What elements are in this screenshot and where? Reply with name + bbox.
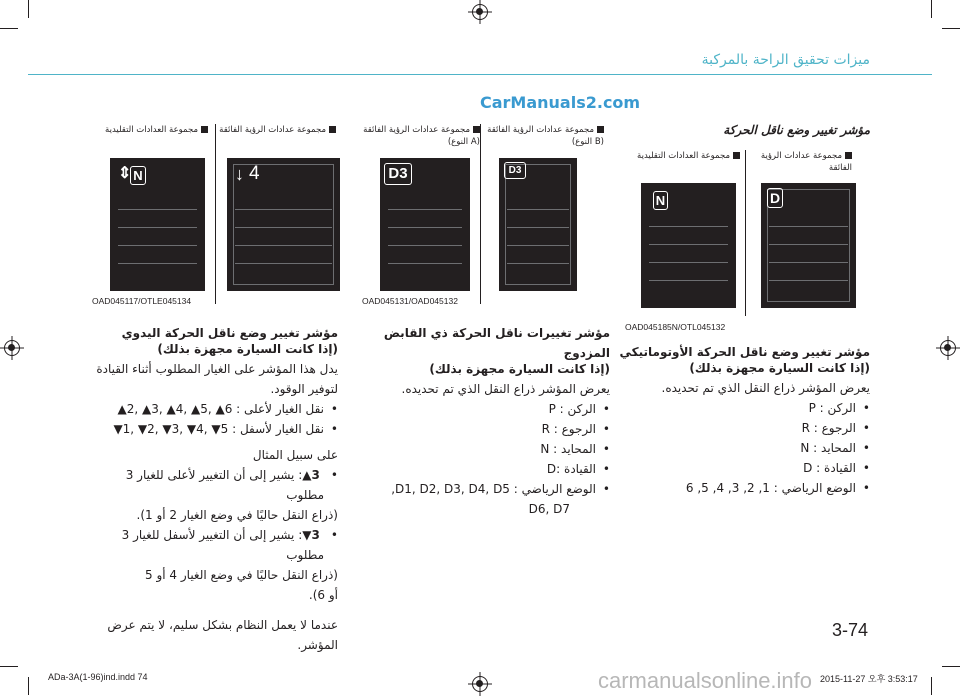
- list-item: • القيادة :D: [360, 459, 610, 479]
- section-subheading: (إذا كانت السيارة مجهزة بذلك): [157, 342, 338, 356]
- manual-shift-indicator-section: [88, 323, 338, 655]
- figure-code: OAD045117/OTLE045134: [92, 296, 192, 306]
- paragraph: أو 6).: [308, 588, 338, 602]
- section-heading: مؤشر تغييرات ناقل الحركة ذي القابض المزدوج: [383, 326, 610, 360]
- registration-mark-icon: [472, 4, 488, 20]
- cluster-screen: [380, 158, 470, 291]
- header-title: ميزات تحقيق الراحة بالمركبة: [701, 52, 870, 68]
- list-item: • الركن : P: [360, 399, 610, 419]
- gear-indicator: D3: [384, 163, 412, 185]
- paragraph: (ذراع النقل حاليًا في وضع الغيار 4 أو 5: [145, 568, 338, 582]
- note: المؤشر.: [297, 638, 338, 652]
- list-item-example: • ▼3 : يشير إلى أن التغيير لأسفل للغيار 3 مطلوب: [88, 525, 338, 565]
- cluster-screen: [499, 158, 577, 291]
- crop-mark: [942, 28, 960, 29]
- watermark: CarManuals2.com: [480, 93, 641, 112]
- list-item: • المحايد : N: [610, 438, 870, 458]
- shift-up-3-icon: ▲3: [302, 468, 324, 482]
- crop-mark: [0, 28, 18, 29]
- gear-indicator: N: [653, 191, 668, 210]
- registration-mark-icon: [940, 340, 956, 356]
- crop-mark: [28, 0, 29, 18]
- note: عندما لا يعمل النظام بشكل سليم، لا يتم عرض: [107, 618, 338, 632]
- gear-arrow-icon: ↓: [235, 164, 244, 184]
- list-item: • الوضع الرياضي : 1, 2, 3, 4, 5, 6: [610, 478, 870, 498]
- crop-mark: [942, 666, 960, 667]
- paragraph: (ذراع النقل حاليًا في وضع الغيار 2 أو 1).: [136, 508, 338, 522]
- section-title: مؤشر تغيير وضع ناقل الحركة: [723, 123, 870, 137]
- footer-watermark: carmanualsonline.info: [598, 668, 813, 693]
- caption-conventional: مجموعة العدادات التقليدية: [90, 124, 208, 136]
- caption-super-vision: مجموعة عدادات الرؤية الفائقة: [760, 151, 852, 173]
- section-heading: مؤشر تغيير وضع ناقل الحركة اليدوي: [121, 326, 338, 340]
- paragraph: يدل هذا المؤشر على الغيار المطلوب أثناء القيادة: [96, 362, 338, 376]
- footer-timestamp: 2015-11-27 오후 3:53:17: [820, 674, 918, 684]
- shift-down-3-icon: ▼3: [302, 528, 324, 542]
- section-subheading: (إذا كانت السيارة مجهزة بذلك): [689, 361, 870, 375]
- figure-code: OAD045131/OAD045132: [362, 296, 458, 306]
- figure-code: OAD045185N/OTL045132: [625, 322, 726, 332]
- section-heading: مؤشر تغيير وضع ناقل الحركة الأوتوماتيكي: [619, 345, 870, 359]
- caption-super-vision: مجموعة عدادات الرؤية الفائقة: [218, 124, 336, 136]
- cluster-screen: [641, 183, 736, 308]
- paragraph: لتوفير الوقود.: [270, 382, 338, 396]
- gear-indicator: D: [767, 188, 783, 208]
- caption-super-vision-b: مجموعة عدادات الرؤية الفائقة (B النوع): [487, 125, 604, 147]
- cluster-screen: [227, 158, 340, 291]
- panel-divider: [480, 124, 481, 304]
- section-intro: يعرض المؤشر ذراع النقل الذي تم تحديده.: [661, 381, 870, 395]
- footer-filename: ADa-3A(1-96)ind.indd 74: [48, 672, 148, 682]
- crop-mark: [0, 666, 18, 667]
- section-intro: يعرض المؤشر ذراع النقل الذي تم تحديده.: [401, 382, 610, 396]
- list-item-shift-down: • نقل الغيار لأسفل : ▼1, ▼2, ▼3, ▼4, ▼5: [88, 419, 338, 439]
- header-rule: [28, 74, 932, 75]
- registration-mark-icon: [4, 340, 20, 356]
- section-subheading: (إذا كانت السيارة مجهزة بذلك): [429, 362, 610, 376]
- example-label: على سبيل المثال: [252, 448, 338, 462]
- crop-mark: [28, 677, 29, 695]
- shift-down-values: ▼1, ▼2, ▼3, ▼4, ▼5: [113, 422, 229, 436]
- gear-indicator: D3: [504, 162, 526, 179]
- list-item-shift-up: • نقل الغيار لأعلى : ▲2, ▲3, ▲4, ▲5, ▲6: [88, 399, 338, 419]
- list-item: • الركن : P: [610, 398, 870, 418]
- shift-up-values: ▲2, ▲3, ▲4, ▲5, ▲6: [117, 402, 233, 416]
- registration-mark-icon: [472, 676, 488, 692]
- shift-up-down-icon: ⇕: [118, 165, 132, 182]
- dct-shift-indicator-section: [360, 323, 610, 519]
- automatic-shift-indicator-section: [610, 342, 870, 498]
- crop-mark: [931, 677, 932, 695]
- page-number: 3-74: [831, 620, 868, 640]
- list-item-example: • ▲3 : يشير إلى أن التغيير لأعلى للغيار 3 مطلوب: [88, 465, 338, 505]
- caption-super-vision-a: مجموعة عدادات الرؤية الفائقة (A النوع): [363, 125, 480, 147]
- list-item: • المحايد : N: [360, 439, 610, 459]
- caption-conventional: مجموعة العدادات التقليدية: [622, 150, 740, 162]
- crop-mark: [931, 0, 932, 18]
- cluster-screen: [110, 158, 205, 291]
- panel-divider: [215, 124, 216, 304]
- gear-indicator: N: [130, 166, 146, 185]
- cluster-screen: [761, 183, 856, 308]
- list-item: • القيادة : D: [610, 458, 870, 478]
- panel-divider: [745, 150, 746, 316]
- list-item-continued: D6, D7: [528, 502, 570, 516]
- list-item: • الرجوع : R: [360, 419, 610, 439]
- gear-indicator: 4: [249, 163, 260, 184]
- list-item: • الرجوع : R: [610, 418, 870, 438]
- list-item: • الوضع الرياضي : D1, D2, D3, D4, D5,: [360, 479, 610, 499]
